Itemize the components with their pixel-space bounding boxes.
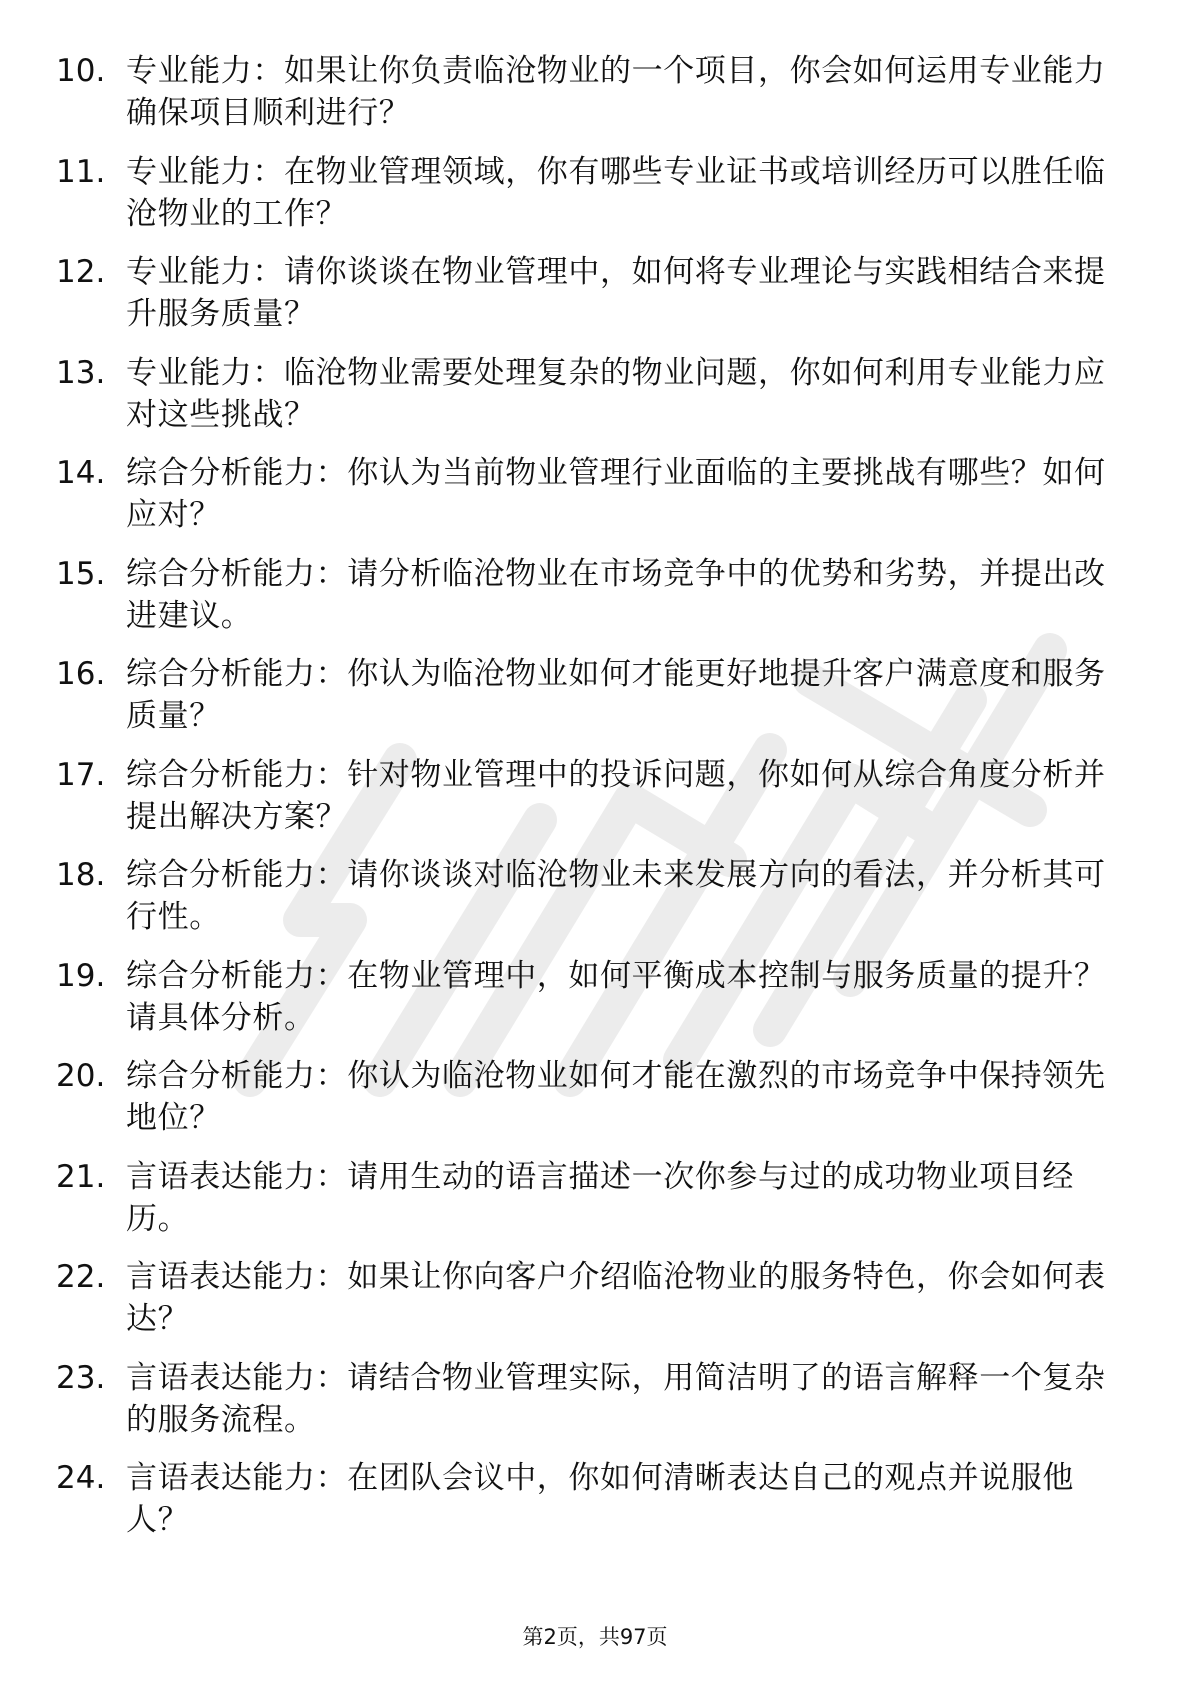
question-text: 综合分析能力：你认为临沧物业如何才能在激烈的市场竞争中保持领先地位？	[126, 1058, 1106, 1136]
question-number: 15.	[56, 555, 106, 592]
question-number: 21.	[56, 1158, 106, 1195]
question-number: 10.	[56, 53, 106, 89]
question-item	[56, 1156, 1116, 1240]
question-number: 24.	[56, 1460, 106, 1496]
question-item	[56, 50, 1116, 134]
question-text: 综合分析能力：在物业管理中，如何平衡成本控制与服务质量的提升？请具体分析。	[126, 957, 1106, 1036]
question-text: 综合分析能力：请你谈谈对临沧物业未来发展方向的看法，并分析其可行性。	[126, 857, 1106, 935]
question-item	[56, 251, 1116, 335]
question-list	[56, 50, 1116, 1558]
question-item	[56, 653, 1116, 737]
question-text: 综合分析能力：你认为当前物业管理行业面临的主要挑战有哪些？如何应对？	[126, 455, 1106, 533]
question-item	[56, 151, 1116, 235]
question-item	[56, 1055, 1116, 1139]
question-item	[56, 754, 1116, 838]
question-text: 言语表达能力：在团队会议中，你如何清晰表达自己的观点并说服他人？	[126, 1460, 1074, 1538]
question-item	[56, 1256, 1116, 1340]
question-text: 专业能力：如果让你负责临沧物业的一个项目，你会如何运用专业能力确保项目顺利进行？	[126, 53, 1106, 131]
question-number: 17.	[56, 756, 106, 793]
question-text: 言语表达能力：请用生动的语言描述一次你参与过的成功物业项目经历。	[126, 1158, 1074, 1237]
question-number: 20.	[56, 1058, 106, 1094]
question-number: 23.	[56, 1359, 106, 1396]
question-number: 18.	[56, 857, 106, 893]
question-text: 专业能力：在物业管理领域，你有哪些专业证书或培训经历可以胜任临沧物业的工作？	[126, 153, 1106, 232]
question-text: 综合分析能力：你认为临沧物业如何才能更好地提升客户满意度和服务质量？	[126, 656, 1106, 734]
question-text: 专业能力：临沧物业需要处理复杂的物业问题，你如何利用专业能力应对这些挑战？	[126, 354, 1106, 433]
question-text: 综合分析能力：针对物业管理中的投诉问题，你如何从综合角度分析并提出解决方案？	[126, 756, 1106, 835]
question-number: 11.	[56, 153, 106, 190]
question-text: 言语表达能力：请结合物业管理实际，用简洁明了的语言解释一个复杂的服务流程。	[126, 1359, 1106, 1438]
question-text: 言语表达能力：如果让你向客户介绍临沧物业的服务特色，你会如何表达？	[126, 1259, 1106, 1337]
question-item	[56, 854, 1116, 938]
question-number: 13.	[56, 354, 106, 391]
question-text: 专业能力：请你谈谈在物业管理中，如何将专业理论与实践相结合来提升服务质量？	[126, 254, 1106, 332]
question-number: 12.	[56, 254, 106, 290]
question-number: 22.	[56, 1259, 106, 1295]
question-item	[56, 352, 1116, 436]
question-item	[56, 452, 1116, 536]
question-number: 14.	[56, 455, 106, 491]
question-number: 16.	[56, 656, 106, 692]
question-item	[56, 553, 1116, 637]
question-item	[56, 1457, 1116, 1541]
question-item	[56, 1357, 1116, 1441]
question-text: 综合分析能力：请分析临沧物业在市场竞争中的优势和劣势，并提出改进建议。	[126, 555, 1106, 634]
question-item	[56, 955, 1116, 1039]
page-number-footer: 第2页，共97页	[522, 1625, 668, 1649]
question-number: 19.	[56, 957, 106, 994]
